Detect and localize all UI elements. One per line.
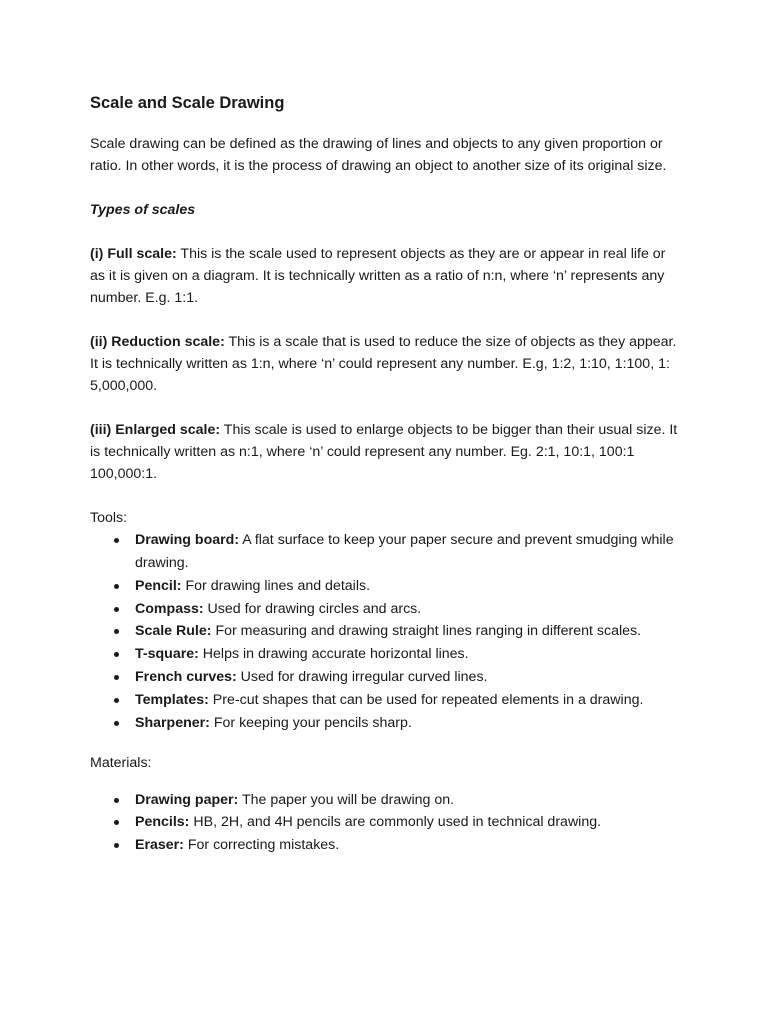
tools-list (90, 529, 682, 734)
material-label: Drawing paper: (135, 791, 239, 808)
materials-label: Materials: (90, 755, 152, 772)
tool-label: French curves: (135, 668, 237, 685)
tool-text: A flat surface to keep your paper secure and prevent smudging while drawing. (135, 532, 674, 571)
reduction-scale-paragraph (90, 331, 682, 398)
list-item (135, 575, 682, 598)
page-title: Scale and Scale Drawing (90, 94, 285, 112)
list-item (135, 811, 682, 834)
tool-text: Helps in drawing accurate horizontal lines. (198, 646, 469, 663)
tool-text: For drawing lines and details. (181, 577, 371, 594)
enlarged-scale-label: (iii) Enlarged scale: (90, 421, 221, 438)
full-scale-paragraph (90, 243, 682, 310)
enlarged-scale-text: This scale is used to enlarge objects to be bigger than their usual size. It is technically written as n:1, where ‘n’ could represent any number. Eg. 2:1, 10:1, 100:1 100,000:1. (90, 421, 678, 483)
tool-label: Drawing board: (135, 532, 240, 549)
full-scale-label: (i) Full scale: (90, 245, 177, 262)
tool-text: Pre-cut shapes that can be used for repeated elements in a drawing. (208, 691, 644, 708)
list-item (135, 834, 682, 857)
intro-paragraph: Scale drawing can be defined as the drawing of lines and objects to any given proportion or ratio. In other words, it is the process of drawing an object to another size of its original size. (90, 136, 667, 175)
materials-list (90, 789, 682, 857)
list-item (135, 620, 682, 643)
enlarged-scale-paragraph (90, 419, 682, 486)
material-label: Eraser: (135, 837, 184, 854)
material-text: For correcting mistakes. (183, 837, 340, 854)
list-item (135, 666, 682, 689)
list-item (135, 689, 682, 712)
tools-label: Tools: (90, 509, 128, 526)
tool-text: For keeping your pencils sharp. (209, 714, 412, 731)
material-text: HB, 2H, and 4H pencils are commonly used in technical drawing. (189, 814, 602, 831)
reduction-scale-label: (ii) Reduction scale: (90, 333, 225, 350)
list-item (135, 643, 682, 666)
tool-label: Sharpener: (135, 714, 210, 731)
tool-label: Pencil: (135, 577, 182, 594)
tool-text: Used for drawing circles and arcs. (203, 600, 422, 617)
list-item (135, 712, 682, 735)
tool-label: Scale Rule: (135, 623, 212, 640)
list-item (135, 529, 682, 575)
list-item (135, 789, 682, 812)
tool-label: T-square: (135, 646, 199, 663)
document-page (90, 92, 682, 857)
types-heading: Types of scales (90, 201, 196, 218)
list-item (135, 598, 682, 621)
tool-label: Compass: (135, 600, 204, 617)
material-text: The paper you will be drawing on. (238, 791, 455, 808)
reduction-scale-text: This is a scale that is used to reduce the size of objects as they appear. It is technically written as 1:n, where ‘n’ could represent any number. E.g, 1:2, 1:10, 1:100, 1: 5,000,000. (90, 333, 677, 395)
tool-text: For measuring and drawing straight lines ranging in different scales. (211, 623, 642, 640)
material-label: Pencils: (135, 814, 190, 831)
tool-text: Used for drawing irregular curved lines. (236, 668, 488, 685)
tool-label: Templates: (135, 691, 209, 708)
full-scale-text: This is the scale used to represent objects as they are or appear in real life or as it is given on a diagram. It is technically written as a ratio of n:n, where ‘n’ represents any number. E.g. 1:1. (90, 245, 666, 307)
